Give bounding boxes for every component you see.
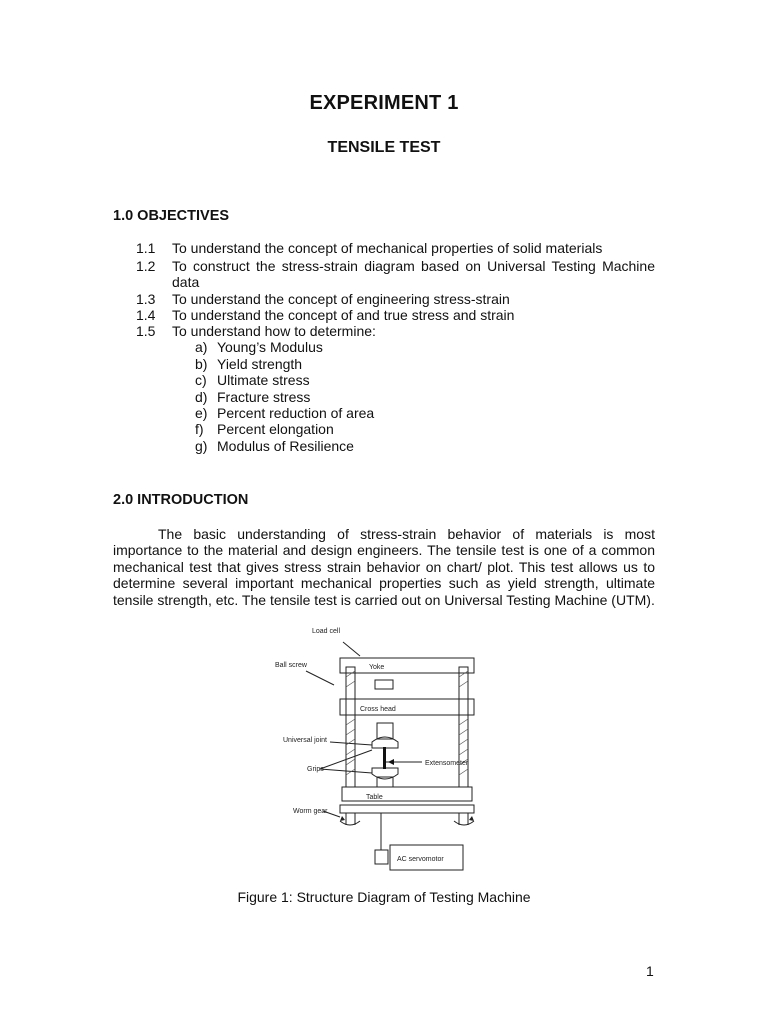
table-plate: [342, 787, 472, 801]
label-ac-servomotor: AC servomotor: [397, 856, 444, 863]
sub-item-text: Percent reduction of area: [217, 405, 375, 421]
item-text: To construct the stress-strain diagram based on Universal Testing Machine data: [172, 258, 655, 290]
load-cell-block: [375, 680, 393, 689]
base-plate: [340, 805, 474, 813]
sub-item-text: Young’s Modulus: [217, 339, 323, 355]
page-subtitle: TENSILE TEST: [327, 139, 441, 156]
sub-item-text: Fracture stress: [217, 389, 311, 405]
label-cross-head: Cross head: [360, 706, 396, 713]
page-title: EXPERIMENT 1: [309, 92, 459, 114]
item-number: 1.2: [136, 258, 156, 274]
label-ball-screw: Ball screw: [275, 662, 307, 669]
sub-item-letter: c): [195, 372, 207, 388]
label-universal-joint: Universal joint: [283, 737, 327, 744]
sub-item-letter: a): [195, 339, 208, 355]
item-text: To understand the concept of engineering stress-strain: [172, 291, 510, 307]
specimen: [383, 747, 386, 769]
sub-item-letter: b): [195, 356, 208, 372]
left-column: [346, 667, 355, 787]
label-grips: Grips: [307, 766, 324, 773]
sub-item-letter: e): [195, 405, 208, 421]
label-worm-gear: Worm gear: [293, 808, 328, 815]
sub-item-letter: g): [195, 438, 208, 454]
item-number: 1.5: [136, 323, 156, 339]
right-rotation-arrow: [454, 821, 474, 825]
sub-item-text: Modulus of Resilience: [217, 438, 354, 454]
motor-coupling: [375, 850, 388, 864]
page-number: 1: [646, 963, 654, 979]
left-rotation-arrow: [340, 821, 360, 825]
right-column: [459, 667, 468, 787]
item-number: 1.1: [136, 240, 156, 256]
label-table: Table: [366, 794, 383, 801]
item-text: To understand the concept of and true stress and strain: [172, 307, 515, 323]
item-text: To understand the concept of mechanical properties of solid materials: [172, 240, 603, 256]
item-number: 1.4: [136, 307, 156, 323]
label-load-cell: Load cell: [312, 628, 341, 635]
introduction-heading: 2.0 INTRODUCTION: [113, 492, 249, 508]
item-number: 1.3: [136, 291, 156, 307]
item-text: To understand how to determine:: [172, 323, 376, 339]
figure-caption: Figure 1: Structure Diagram of Testing Machine: [237, 889, 531, 905]
objectives-heading: 1.0 OBJECTIVES: [113, 208, 230, 224]
yoke-plate: [340, 658, 474, 673]
label-yoke: Yoke: [369, 664, 385, 671]
label-extensometer: Extensometer: [425, 760, 469, 767]
sub-item-text: Yield strength: [217, 356, 303, 372]
extensometer-arrow-head: [388, 759, 394, 765]
sub-item-text: Ultimate stress: [217, 372, 310, 388]
sub-item-letter: f): [195, 421, 204, 437]
sub-item-letter: d): [195, 389, 208, 405]
testing-machine-diagram: [270, 615, 510, 880]
sub-item-text: Percent elongation: [217, 421, 334, 437]
introduction-paragraph: The basic understanding of stress-strain behavior of materials is most importance to the material and design engineers. The tensile test is one of a common mechanical test that gives stress strain behavior on chart/ plot. This test allows us to determine several important mechanical properties such as yield strength, ultimate tensile strength, etc. The tensile test is carried out on Universal Testing Machine (UTM).: [113, 526, 655, 608]
